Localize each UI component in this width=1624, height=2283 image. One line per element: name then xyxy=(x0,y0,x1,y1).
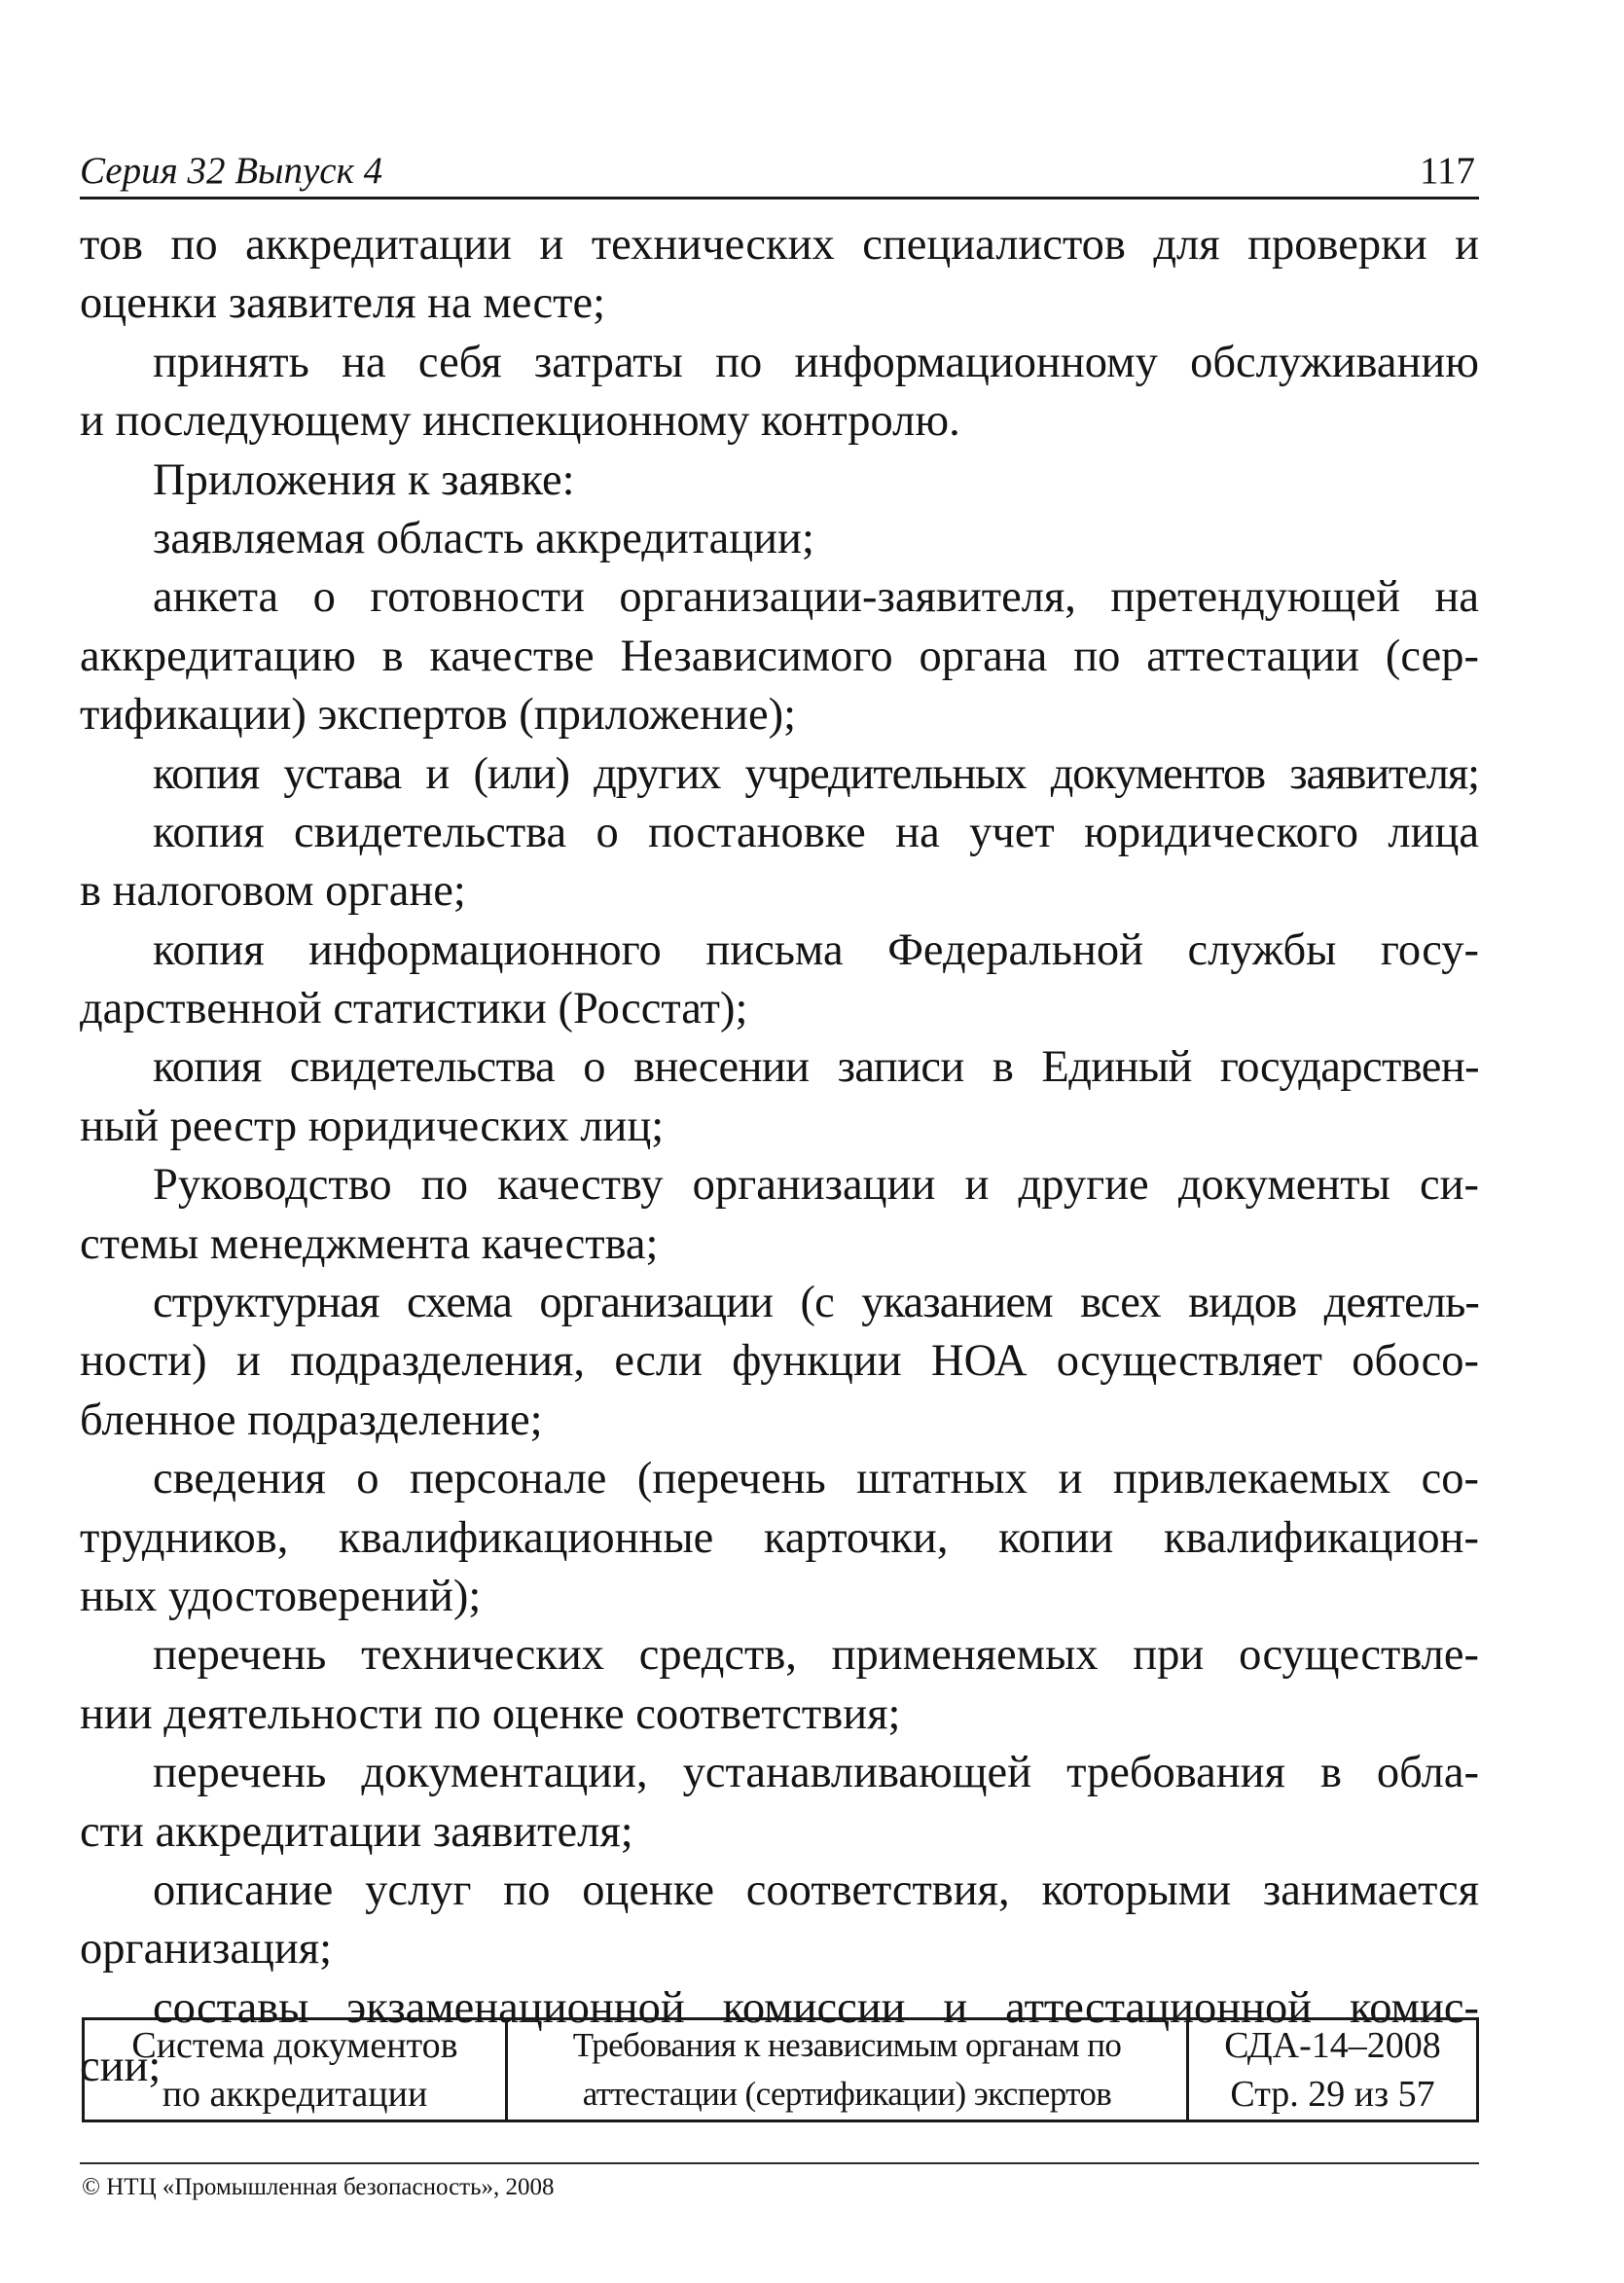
text-line: нии деятельности по оценке соответствия; xyxy=(80,1688,901,1739)
text-line: аккредитацию в качестве Независимого органа по аттестации (сер- xyxy=(80,631,1479,681)
text-line: сии; xyxy=(80,2042,162,2092)
text-line: структурная схема организации (с указанием всех видов деятель- xyxy=(153,1278,1479,1328)
text-line: бленное подразделение; xyxy=(80,1395,543,1445)
footer-divider xyxy=(80,2162,1479,2164)
document-system-line1: Система документов xyxy=(131,2025,458,2066)
text-line: в налоговом органе; xyxy=(80,866,466,917)
text-line: описание услуг по оценке соответствия, которыми занимается xyxy=(153,1865,1479,1915)
text-line: анкета о готовности организации-заявителя, претендующей на xyxy=(153,572,1479,623)
series-title: Серия 32 Выпуск 4 xyxy=(80,150,383,192)
document-system-line2: по аккредитации xyxy=(162,2074,428,2115)
document-title-line2: аттестации (сертификации) экспертов xyxy=(582,2075,1112,2113)
text-line: тификации) экспертов (приложение); xyxy=(80,690,797,741)
text-line: копия информационного письма Федеральной службы госу- xyxy=(153,924,1479,975)
document-title-cell xyxy=(505,2020,1186,2120)
text-line: ных удостоверений); xyxy=(80,1571,482,1621)
copyright-notice: © НТЦ «Промышленная безопасность», 2008 xyxy=(82,2174,555,2200)
text-line: ности) и подразделения, если функции НОА осуществляет обосо- xyxy=(80,1336,1479,1387)
text-line: Приложения к заявке: xyxy=(153,454,575,505)
text-line: тов по аккредитации и технических специалистов для проверки и xyxy=(80,220,1479,270)
text-line: Руководство по качеству организации и другие документы си- xyxy=(153,1160,1479,1211)
text-line: составы экзаменационной комиссии и аттестационной комис- xyxy=(153,1982,1479,2033)
page-number: 117 xyxy=(1419,150,1475,192)
text-line: оценки заявителя на месте; xyxy=(80,278,606,329)
text-line: заявляемая область аккредитации; xyxy=(153,513,814,563)
body-text xyxy=(80,216,1479,2097)
text-line: сведения о персонале (перечень штатных и привлекаемых со- xyxy=(153,1454,1479,1504)
text-line: сти аккредитации заявителя; xyxy=(80,1806,633,1857)
text-line: трудников, квалификационные карточки, копии квалификацион- xyxy=(80,1512,1479,1563)
text-line: организация; xyxy=(80,1924,333,1975)
text-line: перечень технических средств, применяемых при осуществле- xyxy=(153,1630,1479,1681)
text-line: перечень документации, устанавливающей требования в обла- xyxy=(153,1748,1479,1798)
text-line: ный реестр юридических лиц; xyxy=(80,1101,665,1151)
running-header xyxy=(80,146,1479,199)
text-line: принять на себя затраты по информационному обслуживанию xyxy=(153,337,1479,387)
text-line: копия устава и (или) других учредительных документов заявителя; xyxy=(153,748,1479,799)
text-line: дарственной статистики (Росстат); xyxy=(80,984,748,1034)
text-line: копия свидетельства о постановке на учет юридического лица xyxy=(153,807,1479,857)
text-line: стемы менеджмента качества; xyxy=(80,1218,659,1269)
text-line: копия свидетельства о внесении записи в Единый государствен- xyxy=(153,1042,1479,1093)
document-code: СДА-14–2008 xyxy=(1224,2025,1441,2066)
document-code-cell xyxy=(1186,2020,1476,2120)
text-line: и последующему инспекционному контролю. xyxy=(80,396,960,447)
document-title-line1: Требования к независимым органам по xyxy=(572,2026,1122,2064)
document-info-table xyxy=(82,2017,1479,2122)
document-system-cell xyxy=(85,2020,505,2120)
page-of-total: Стр. 29 из 57 xyxy=(1230,2074,1435,2115)
